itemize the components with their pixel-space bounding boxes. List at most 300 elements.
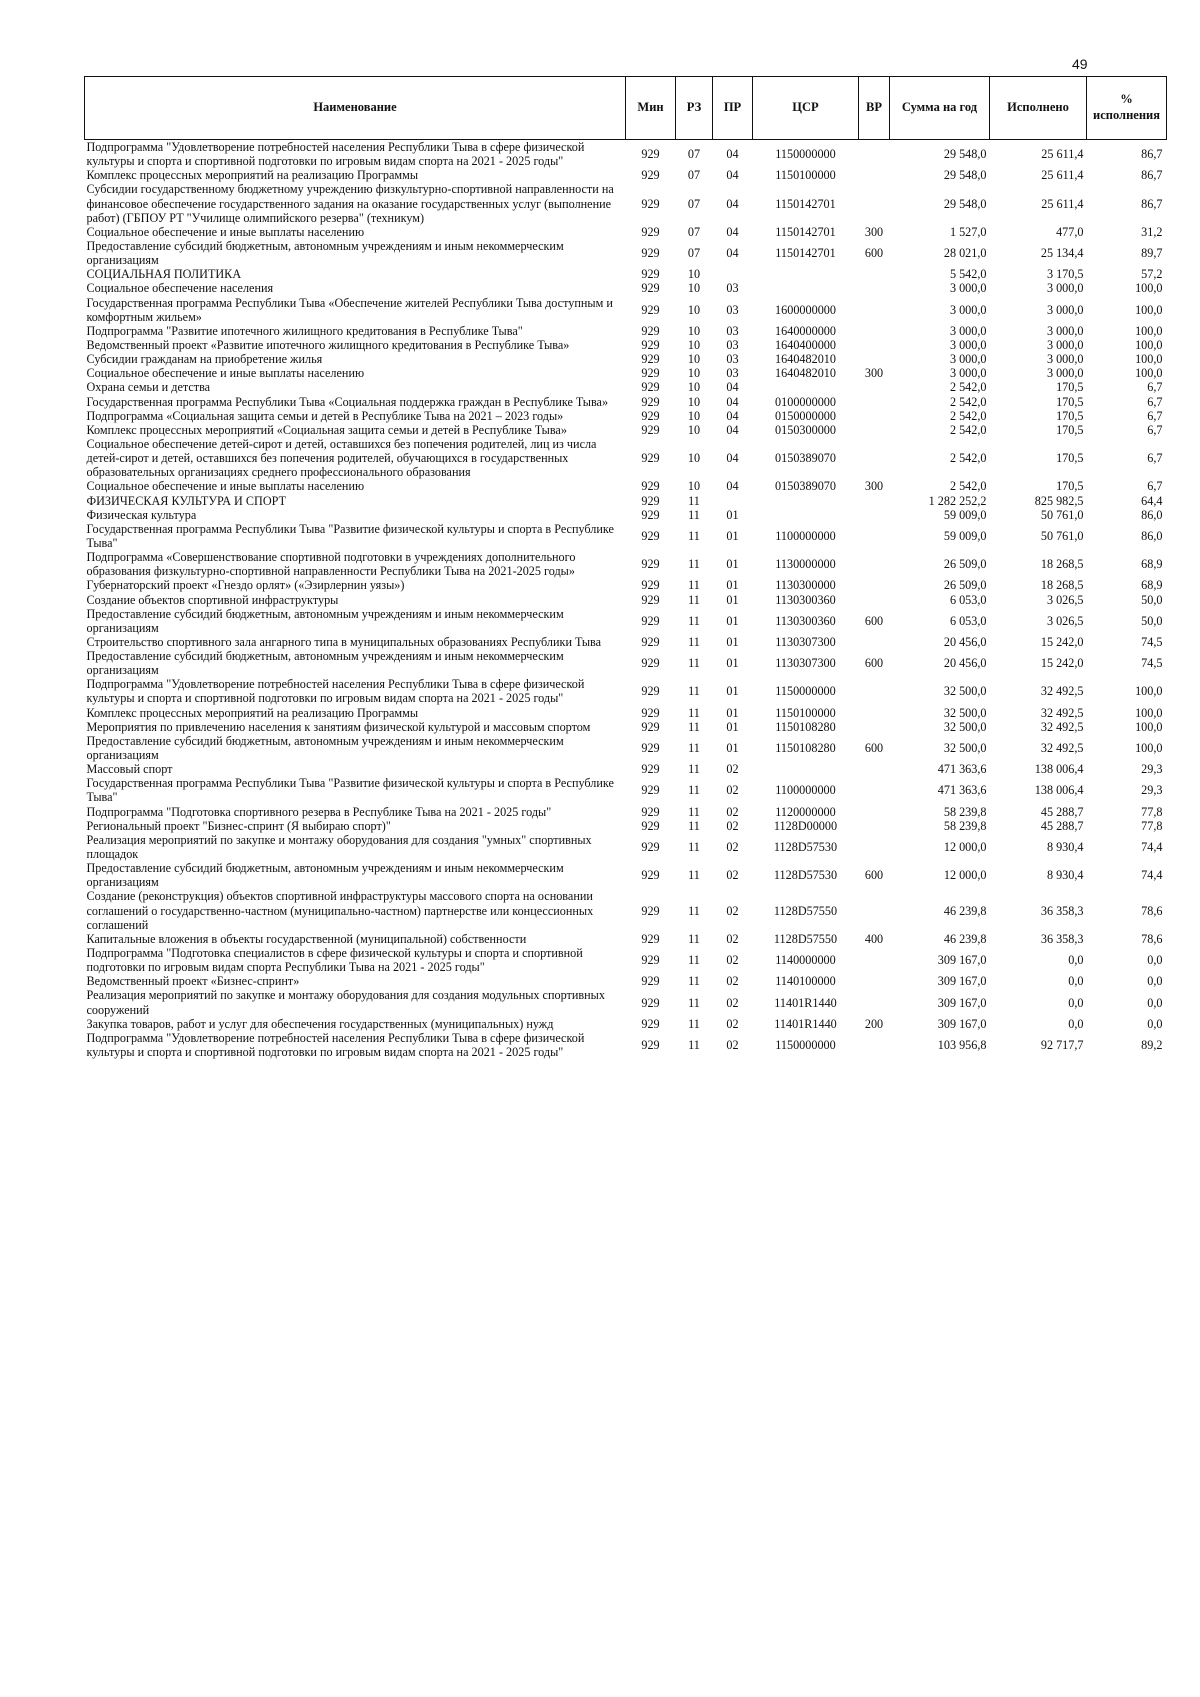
row-name: Государственная программа Республики Тыва "Развитие физической культуры и спорта в Республике Тыва"	[86, 776, 614, 805]
row-percent: 6,7	[1147, 408, 1163, 423]
row-min: 929	[641, 380, 660, 395]
header-pr: ПР	[713, 77, 753, 140]
row-percent: 0,0	[1147, 974, 1163, 989]
row-sum: 46 239,8	[943, 931, 987, 946]
row-min: 929	[641, 705, 660, 720]
row-vr	[859, 946, 890, 974]
row-pr: 01	[726, 507, 739, 522]
row-executed: 825 982,5	[1034, 493, 1084, 508]
row-executed: 18 268,5	[1040, 557, 1084, 572]
row-csr: 1640400000	[775, 337, 836, 352]
row-percent: 6,7	[1147, 380, 1163, 395]
table-row	[85, 423, 1167, 437]
row-name: Предоставление субсидий бюджетным, автономным учреждениям и иным некоммерческим организациям	[86, 861, 564, 890]
row-pr: 02	[726, 931, 739, 946]
row-csr: 0150300000	[775, 422, 836, 437]
row-name: Подпрограмма "Подготовка специалистов в сфере физической культуры и спорта и спортивной подготовки по игровым видам спорта Республики Тыва на 2021 - 2025 годы"	[86, 946, 583, 975]
row-sum: 12 000,0	[943, 868, 987, 883]
row-executed: 92 717,7	[1040, 1037, 1084, 1052]
row-min: 929	[641, 804, 660, 819]
row-executed: 3 000,0	[1046, 337, 1084, 352]
row-pr: 01	[726, 592, 739, 607]
row-vr	[859, 267, 890, 281]
row-sum: 46 239,8	[943, 903, 987, 918]
row-sum: 309 167,0	[937, 953, 987, 968]
row-percent: 64,4	[1141, 493, 1163, 508]
row-percent: 100,0	[1135, 281, 1163, 296]
row-name: Реализация мероприятий по закупке и монтажу оборудования для создания модульных спортивных сооружений	[86, 988, 605, 1017]
table-row	[85, 267, 1167, 281]
row-name: Социальное обеспечение и иные выплаты населению	[86, 224, 365, 239]
row-rz: 10	[687, 380, 701, 395]
row-pr	[713, 494, 753, 508]
table-row	[85, 281, 1167, 295]
row-executed: 170,5	[1056, 408, 1084, 423]
row-min: 929	[641, 684, 660, 699]
row-name: Социальное обеспечение детей-сирот и детей, оставшихся без попечения родителей, лиц из числа детей-сирот и детей, оставшихся без попечения родителей, обучающихся в государственных образовательных организациях среднего профессионального образования	[86, 436, 597, 480]
row-rz: 11	[688, 719, 700, 734]
table-row	[85, 889, 1167, 931]
row-vr	[859, 819, 890, 833]
row-min: 929	[641, 281, 660, 296]
row-sum: 58 239,8	[943, 818, 987, 833]
row-percent: 86,7	[1141, 147, 1163, 162]
row-percent: 74,5	[1141, 656, 1163, 671]
row-name: Подпрограмма "Удовлетворение потребностей населения Республики Тыва в сфере физической культуры и спорта и спортивной подготовки по игровым видам спорта на 2021 - 2025 годы"	[86, 140, 585, 169]
table-row	[85, 988, 1167, 1016]
row-percent: 0,0	[1147, 1016, 1163, 1031]
row-vr	[859, 522, 890, 550]
table-row	[85, 479, 1167, 493]
row-name: Создание (реконструкция) объектов спортивной инфраструктуры массового спорта на основании соглашений о государственно-частном (муниципально-частном) партнерстве или концессионных соглашений	[86, 889, 594, 932]
row-csr: 11401R1440	[774, 1016, 837, 1031]
row-vr	[859, 494, 890, 508]
row-csr: 1640482010	[775, 366, 836, 381]
table-row	[85, 706, 1167, 720]
row-rz: 10	[687, 479, 701, 494]
row-percent: 100,0	[1135, 323, 1163, 338]
row-sum: 6 053,0	[949, 613, 987, 628]
table-row	[85, 677, 1167, 705]
row-executed: 170,5	[1056, 380, 1084, 395]
row-percent: 74,4	[1141, 868, 1163, 883]
row-sum: 471 363,6	[937, 783, 987, 798]
table-row	[85, 649, 1167, 677]
row-vr	[859, 635, 890, 649]
row-pr: 03	[726, 366, 739, 381]
row-vr: 600	[864, 656, 884, 671]
row-name: Ведомственный проект «Развитие ипотечного жилищного кредитования в Республике Тыва»	[86, 337, 570, 352]
row-name: Субсидии гражданам на приобретение жилья	[86, 352, 323, 367]
row-pr: 03	[726, 323, 739, 338]
row-name: Губернаторский проект «Гнездо орлят» («Эзирлернин уязы»)	[86, 578, 405, 593]
row-sum: 58 239,8	[943, 804, 987, 819]
row-pr: 01	[726, 578, 739, 593]
row-vr: 400	[864, 931, 884, 946]
row-min: 929	[641, 323, 660, 338]
row-executed: 477,0	[1056, 224, 1084, 239]
table-row	[85, 776, 1167, 804]
row-percent: 86,7	[1141, 196, 1163, 211]
row-name: Государственная программа Республики Тыва "Развитие физической культуры и спорта в Республике Тыва"	[86, 521, 614, 550]
row-csr: 0100000000	[775, 394, 836, 409]
row-csr: 11401R1440	[774, 995, 837, 1010]
row-vr: 600	[864, 246, 884, 261]
row-percent: 77,8	[1141, 804, 1163, 819]
row-pr: 04	[726, 246, 739, 261]
row-executed: 25 611,4	[1041, 147, 1084, 162]
row-percent: 78,6	[1141, 903, 1163, 918]
row-percent: 74,4	[1141, 839, 1163, 854]
row-min: 929	[641, 953, 660, 968]
row-vr	[859, 352, 890, 366]
row-rz: 10	[687, 422, 701, 437]
row-rz: 07	[687, 147, 701, 162]
row-pr: 04	[726, 394, 739, 409]
row-rz: 11	[688, 507, 700, 522]
row-rz: 07	[687, 196, 701, 211]
row-rz: 10	[687, 366, 701, 381]
row-pr: 02	[726, 903, 739, 918]
row-sum: 2 542,0	[949, 394, 987, 409]
row-min: 929	[641, 451, 660, 466]
header-row	[85, 77, 1167, 140]
row-percent: 100,0	[1135, 337, 1163, 352]
row-name: Социальное обеспечение населения	[86, 281, 274, 296]
table-row	[85, 833, 1167, 861]
row-rz: 10	[687, 267, 701, 282]
row-csr: 1130300360	[775, 592, 836, 607]
row-vr	[859, 776, 890, 804]
row-percent: 6,7	[1147, 394, 1163, 409]
row-sum: 59 009,0	[943, 507, 987, 522]
row-executed: 3 000,0	[1046, 302, 1084, 317]
row-pr: 01	[726, 705, 739, 720]
row-executed: 25 134,4	[1040, 246, 1084, 261]
row-csr: 1150142701	[775, 224, 836, 239]
row-sum: 2 542,0	[949, 451, 987, 466]
header-percent: % исполнения	[1087, 77, 1167, 140]
row-name: СОЦИАЛЬНАЯ ПОЛИТИКА	[86, 267, 242, 282]
row-csr: 1100000000	[775, 783, 836, 798]
row-percent: 68,9	[1141, 578, 1163, 593]
row-vr	[859, 338, 890, 352]
row-sum: 2 542,0	[949, 408, 987, 423]
row-sum: 2 542,0	[949, 479, 987, 494]
row-vr	[859, 889, 890, 931]
row-percent: 6,7	[1147, 451, 1163, 466]
row-min: 929	[641, 1016, 660, 1031]
row-csr: 1128D57550	[773, 903, 838, 918]
row-rz: 11	[688, 705, 700, 720]
row-rz: 11	[688, 995, 700, 1010]
row-min: 929	[641, 903, 660, 918]
row-executed: 170,5	[1056, 479, 1084, 494]
row-sum: 471 363,6	[937, 762, 987, 777]
row-rz: 07	[687, 168, 701, 183]
row-pr: 01	[726, 634, 739, 649]
row-csr: 0150389070	[775, 451, 836, 466]
row-min: 929	[641, 762, 660, 777]
row-percent: 50,0	[1141, 592, 1163, 607]
row-name: Комплекс процессных мероприятий «Социальная защита семьи и детей в Республике Тыва»	[86, 422, 567, 437]
row-executed: 170,5	[1056, 451, 1084, 466]
row-csr: 1130000000	[775, 557, 836, 572]
row-sum: 1 527,0	[949, 224, 987, 239]
row-executed: 36 358,3	[1040, 931, 1084, 946]
row-pr: 03	[726, 302, 739, 317]
row-csr: 1128D57530	[773, 868, 838, 883]
row-rz: 11	[688, 804, 700, 819]
row-pr: 03	[726, 352, 739, 367]
row-sum: 3 000,0	[949, 302, 987, 317]
row-csr: 1140000000	[775, 953, 836, 968]
row-pr: 04	[726, 224, 739, 239]
row-pr: 03	[726, 337, 739, 352]
row-pr: 02	[726, 868, 739, 883]
row-rz: 10	[687, 352, 701, 367]
row-sum: 29 548,0	[943, 147, 987, 162]
table-row	[85, 635, 1167, 649]
row-rz: 10	[687, 302, 701, 317]
row-percent: 57,2	[1141, 267, 1163, 282]
row-rz: 11	[688, 818, 700, 833]
header-rz: РЗ	[676, 77, 713, 140]
row-csr: 1150108280	[775, 740, 836, 755]
table-row	[85, 168, 1167, 182]
row-csr: 1150100000	[775, 705, 836, 720]
table-row	[85, 324, 1167, 338]
row-csr: 1150100000	[775, 168, 836, 183]
row-percent: 86,0	[1141, 507, 1163, 522]
row-rz: 11	[688, 493, 700, 508]
table-row	[85, 946, 1167, 974]
row-csr: 1150000000	[775, 147, 836, 162]
row-pr: 01	[726, 528, 739, 543]
row-sum: 3 000,0	[949, 281, 987, 296]
row-vr	[859, 974, 890, 988]
table-row	[85, 409, 1167, 423]
row-min: 929	[641, 839, 660, 854]
row-min: 929	[641, 246, 660, 261]
row-pr: 01	[726, 740, 739, 755]
row-min: 929	[641, 634, 660, 649]
row-rz: 10	[687, 408, 701, 423]
row-vr	[859, 593, 890, 607]
row-min: 929	[641, 352, 660, 367]
row-vr	[859, 437, 890, 479]
row-pr: 02	[726, 953, 739, 968]
row-min: 929	[641, 740, 660, 755]
row-vr	[859, 423, 890, 437]
row-name: Ведомственный проект «Бизнес-спринт»	[86, 974, 300, 989]
table-row	[85, 861, 1167, 889]
row-sum: 32 500,0	[943, 740, 987, 755]
header-csr: ЦСР	[753, 77, 859, 140]
row-rz: 11	[688, 740, 700, 755]
row-pr: 04	[726, 451, 739, 466]
table-row	[85, 1031, 1167, 1059]
table-row	[85, 437, 1167, 479]
table-row	[85, 338, 1167, 352]
row-pr: 02	[726, 995, 739, 1010]
budget-table	[84, 76, 1167, 1059]
row-vr	[859, 168, 890, 182]
row-pr: 02	[726, 1016, 739, 1031]
row-name: Закупка товаров, работ и услуг для обеспечения государственных (муниципальных) нужд	[86, 1016, 554, 1031]
table-row	[85, 720, 1167, 734]
row-rz: 10	[687, 323, 701, 338]
row-rz: 11	[688, 974, 700, 989]
row-rz: 11	[688, 839, 700, 854]
row-name: Строительство спортивного зала ангарного типа в муниципальных образованиях Республики Тыва	[86, 634, 602, 649]
row-min: 929	[641, 507, 660, 522]
table-row	[85, 182, 1167, 224]
row-rz: 10	[687, 394, 701, 409]
row-min: 929	[641, 422, 660, 437]
table-row	[85, 239, 1167, 267]
row-name: Мероприятия по привлечению населения к занятиям физической культурой и массовым спортом	[86, 719, 591, 734]
table-row	[85, 762, 1167, 776]
row-sum: 3 000,0	[949, 352, 987, 367]
row-executed: 15 242,0	[1040, 656, 1084, 671]
row-name: Комплекс процессных мероприятий на реализацию Программы	[86, 168, 419, 183]
row-sum: 6 053,0	[949, 592, 987, 607]
row-vr	[859, 805, 890, 819]
row-name: Предоставление субсидий бюджетным, автономным учреждениям и иным некоммерческим организациям	[86, 733, 564, 763]
row-name: Предоставление субсидий бюджетным, автономным учреждениям и иным некоммерческим организациям	[86, 649, 564, 678]
row-vr	[859, 324, 890, 338]
row-sum: 3 000,0	[949, 323, 987, 338]
table-row	[85, 494, 1167, 508]
row-min: 929	[641, 408, 660, 423]
row-executed: 8 930,4	[1046, 839, 1084, 854]
row-rz: 11	[688, 592, 700, 607]
table-row	[85, 805, 1167, 819]
row-percent: 86,0	[1141, 528, 1163, 543]
row-executed: 0,0	[1068, 995, 1084, 1010]
row-rz: 11	[688, 868, 700, 883]
row-executed: 32 492,5	[1040, 719, 1084, 734]
row-pr: 04	[726, 479, 739, 494]
row-vr: 600	[864, 613, 884, 628]
row-vr	[859, 578, 890, 592]
row-sum: 309 167,0	[937, 974, 987, 989]
row-min: 929	[641, 528, 660, 543]
row-name: Субсидии государственному бюджетному учреждению физкультурно-спортивной направленности на финансовое обеспечение государственного задания на оказание государственных услуг (выполнение работ) (ГБПОУ РТ "Училище олимпийского резерва" (техникум)	[86, 182, 614, 225]
row-rz: 11	[688, 634, 700, 649]
row-percent: 100,0	[1135, 302, 1163, 317]
row-min: 929	[641, 493, 660, 508]
row-vr: 300	[864, 366, 884, 381]
row-executed: 8 930,4	[1046, 868, 1084, 883]
row-min: 929	[641, 613, 660, 628]
row-name: Физическая культура	[86, 507, 197, 522]
row-executed: 32 492,5	[1040, 705, 1084, 720]
row-min: 929	[641, 366, 660, 381]
row-percent: 77,8	[1141, 818, 1163, 833]
table-row	[85, 578, 1167, 592]
row-pr: 01	[726, 613, 739, 628]
table-row	[85, 819, 1167, 833]
header-min: Мин	[626, 77, 676, 140]
table-row	[85, 366, 1167, 380]
row-name: ФИЗИЧЕСКАЯ КУЛЬТУРА И СПОРТ	[86, 493, 287, 508]
row-vr	[859, 762, 890, 776]
row-sum: 32 500,0	[943, 684, 987, 699]
row-min: 929	[641, 818, 660, 833]
row-name: Капитальные вложения в объекты государственной (муниципальной) собственности	[86, 931, 527, 946]
row-vr	[859, 508, 890, 522]
row-percent: 0,0	[1147, 953, 1163, 968]
row-percent: 100,0	[1135, 719, 1163, 734]
row-min: 929	[641, 931, 660, 946]
row-min: 929	[641, 592, 660, 607]
row-vr: 200	[864, 1016, 884, 1031]
row-vr	[859, 833, 890, 861]
page-number: 49	[1072, 56, 1088, 72]
row-executed: 0,0	[1068, 953, 1084, 968]
row-vr	[859, 395, 890, 409]
row-percent: 100,0	[1135, 740, 1163, 755]
row-name: Подпрограмма «Социальная защита семьи и детей в Республике Тыва на 2021 – 2023 годы»	[86, 408, 564, 423]
table-row	[85, 550, 1167, 578]
row-executed: 25 611,4	[1041, 168, 1084, 183]
row-percent: 86,7	[1141, 168, 1163, 183]
row-executed: 32 492,5	[1040, 684, 1084, 699]
row-name: Государственная программа Республики Тыва «Социальная поддержка граждан в Республике Тыва»	[86, 394, 609, 409]
row-pr: 04	[726, 422, 739, 437]
row-sum: 29 548,0	[943, 196, 987, 211]
row-executed: 3 026,5	[1046, 613, 1084, 628]
row-pr	[713, 267, 753, 281]
row-name: Охрана семьи и детства	[86, 380, 211, 395]
row-executed: 45 288,7	[1040, 804, 1084, 819]
row-pr: 01	[726, 719, 739, 734]
row-sum: 28 021,0	[943, 246, 987, 261]
row-executed: 138 006,4	[1034, 762, 1084, 777]
table-row	[85, 607, 1167, 635]
row-vr: 300	[864, 479, 884, 494]
row-min: 929	[641, 783, 660, 798]
row-csr	[753, 494, 859, 508]
table-row	[85, 593, 1167, 607]
row-pr: 02	[726, 1037, 739, 1052]
row-executed: 15 242,0	[1040, 634, 1084, 649]
row-rz: 11	[688, 528, 700, 543]
row-rz: 11	[688, 613, 700, 628]
row-pr: 04	[726, 408, 739, 423]
row-executed: 32 492,5	[1040, 740, 1084, 755]
row-vr: 600	[864, 740, 884, 755]
row-min: 929	[641, 974, 660, 989]
row-executed: 50 761,0	[1040, 507, 1084, 522]
row-executed: 50 761,0	[1040, 528, 1084, 543]
row-csr: 1150108280	[775, 719, 836, 734]
row-rz: 11	[688, 903, 700, 918]
row-sum: 59 009,0	[943, 528, 987, 543]
row-csr	[753, 762, 859, 776]
row-sum: 309 167,0	[937, 1016, 987, 1031]
row-csr: 1128D00000	[773, 818, 838, 833]
table-row	[85, 225, 1167, 239]
table-row	[85, 508, 1167, 522]
row-name: Комплекс процессных мероприятий на реализацию Программы	[86, 705, 419, 720]
row-sum: 1 282 252,2	[928, 493, 987, 508]
row-vr	[859, 182, 890, 224]
row-executed: 170,5	[1056, 394, 1084, 409]
row-executed: 36 358,3	[1040, 903, 1084, 918]
